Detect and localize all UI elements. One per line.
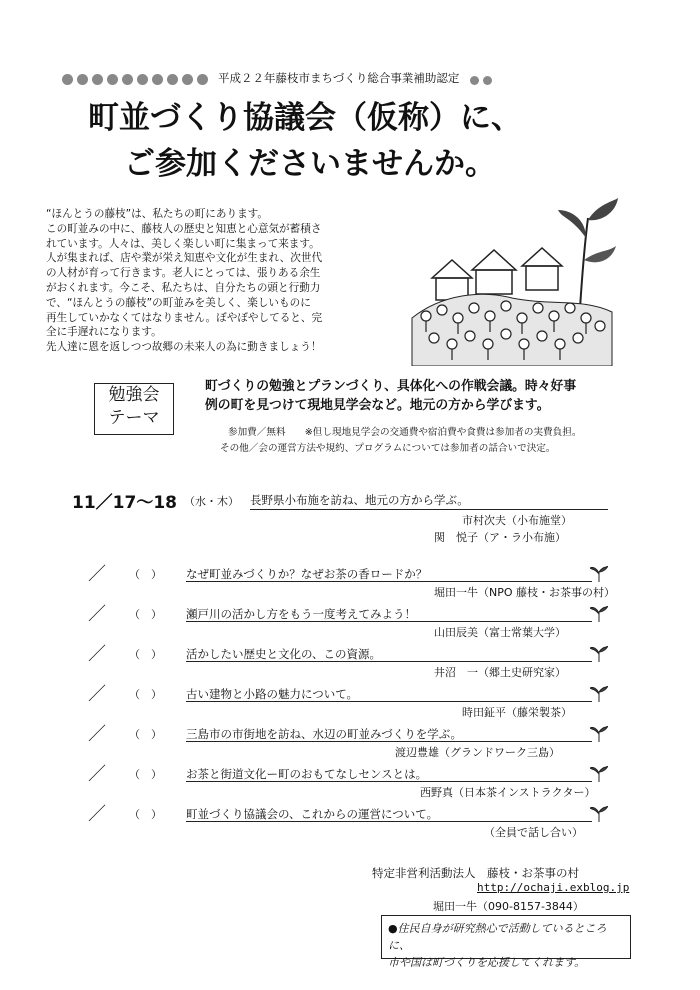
session-speaker: 関 悦子（ア・ラ小布施） xyxy=(434,531,566,544)
session-speaker: 西野真（日本茶インストラクター） xyxy=(420,786,596,799)
date-slash: ／ xyxy=(88,564,106,585)
note-line: 市や国は町づくりを応援してくれます。 xyxy=(388,956,586,969)
weekday-blank: （ ） xyxy=(129,728,162,741)
session-weekday: （水・木） xyxy=(184,495,239,508)
weekday-blank: （ ） xyxy=(129,688,162,701)
sprout-icon xyxy=(590,566,608,582)
theme-label-line: テーマ xyxy=(108,408,160,428)
session-speaker: 山田辰美（富士常葉大学） xyxy=(434,626,566,639)
topic-underline xyxy=(186,581,592,582)
topic-underline xyxy=(186,701,592,702)
date-slash: ／ xyxy=(88,764,106,785)
header-dots-right xyxy=(470,76,492,85)
sprout-icon xyxy=(590,606,608,622)
header-dots-left xyxy=(62,74,208,85)
intro-line: で、“ほんとうの藤枝”の町並みを美しく、楽しいものに xyxy=(46,296,311,309)
date-slash: ／ xyxy=(88,604,106,625)
intro-line: 再生していかなくてはなりません。ぼやぼやしてると、完 xyxy=(46,311,323,324)
subsidy-badge: 平成２２年藤枝市まちづくり総合事業補助認定 xyxy=(218,71,460,85)
intro-line: がおくれます。今こそ、私たちは、自分たちの頭と行動力 xyxy=(46,281,321,294)
theme-label-line: 勉強会 xyxy=(108,385,160,405)
date-slash: ／ xyxy=(88,684,106,705)
fee-note: 参加費／無料 ※但し現地見学会の交通費や宿泊費や食費は参加者の実費負担。 xyxy=(228,427,582,438)
page-title-line2: ご参加くださいませんか。 xyxy=(124,146,496,182)
session-topic: 町並づくり協議会の、これからの運営について。 xyxy=(186,807,439,821)
session-topic: なぜ町並みづくりか？なぜお茶の香ロードか？ xyxy=(186,567,428,581)
sprout-icon xyxy=(590,726,608,742)
weekday-blank: （ ） xyxy=(129,608,162,621)
blog-link[interactable]: http://ochaji.exblog.jp xyxy=(477,881,630,894)
session-topic: 三島市の市街地を訪ね、水辺の町並みづくりを学ぶ。 xyxy=(186,727,462,741)
session-speaker: （全員で話し合い） xyxy=(484,826,583,839)
contact-info: 堀田一牛（090-8157-3844） xyxy=(433,900,584,913)
weekday-blank: （ ） xyxy=(129,568,162,581)
organization-name: 特定非営利活動法人 藤枝・お茶事の村 xyxy=(372,866,579,880)
topic-underline xyxy=(250,509,608,510)
intro-line: この町並みの中に、藤枝人の歴史と知恵と心意気が蓄積さ xyxy=(46,222,322,235)
study-theme-label xyxy=(94,383,174,435)
session-topic: 長野県小布施を訪ね、地元の方から学ぶ。 xyxy=(250,493,469,507)
weekday-blank: （ ） xyxy=(129,648,162,661)
intro-line: 先人達に恩を返しつつ故郷の未来人の為に動きましょう！ xyxy=(46,341,322,354)
session-speaker: 井沼 一（郷土史研究家） xyxy=(434,666,566,679)
date-slash: ／ xyxy=(88,724,106,745)
town-crowd-illustration xyxy=(402,198,624,366)
sprout-icon xyxy=(590,806,608,822)
intro-line: 全に手遅れになります。 xyxy=(46,326,162,339)
note-line: ●住民自身が研究熱心で活動しているところに、 xyxy=(388,922,607,952)
weekday-blank: （ ） xyxy=(129,768,162,781)
theme-description xyxy=(205,377,615,415)
date-slash: ／ xyxy=(88,644,106,665)
topic-underline xyxy=(186,781,592,782)
weekday-blank: （ ） xyxy=(129,808,162,821)
topic-underline xyxy=(186,621,592,622)
session-topic: 活かしたい歴史と文化の、この資源。 xyxy=(186,647,382,661)
intro-line: 人が集まれば、店や業が栄え知恵や文化が生まれ、次世代 xyxy=(46,252,323,265)
intro-line: の人材が育って行きます。老人にとっては、張りある余生 xyxy=(46,267,321,280)
topic-underline xyxy=(186,821,592,822)
handwritten-note xyxy=(381,915,631,969)
intro-line: “ほんとうの藤枝”は、私たちの町にあります。 xyxy=(46,208,269,220)
page-title-line1: 町並づくり協議会（仮称）に、 xyxy=(88,100,522,136)
topic-underline xyxy=(186,741,592,742)
sprout-icon xyxy=(590,766,608,782)
session-speaker: 堀田一牛（NPO 藤枝・お茶事の村） xyxy=(434,586,616,599)
session-speaker: 渡辺豊雄（グランドワーク三島） xyxy=(395,746,560,759)
theme-description-line: 町づくりの勉強とプランづくり、具体化への作戦会議。時々好事 xyxy=(205,379,577,394)
session-date: 11／17〜18 xyxy=(72,493,177,513)
other-note: その他／会の運営方法や規約、プログラムについては参加者の話合いで決定。 xyxy=(220,443,556,454)
date-slash: ／ xyxy=(88,804,106,825)
sprout-icon xyxy=(590,646,608,662)
session-speaker: 市村次夫（小布施堂） xyxy=(462,514,572,527)
session-speaker: 時田鉦平（藤栄製茶） xyxy=(462,706,572,719)
session-topic: 古い建物と小路の魅力について。 xyxy=(186,687,359,701)
session-topic: 瀬戸川の活かし方をもう一度考えてみよう！ xyxy=(186,607,416,621)
sprout-icon xyxy=(590,686,608,702)
intro-text xyxy=(46,207,391,355)
theme-description-line: 例の町を見つけて現地見学会など。地元の方から学びます。 xyxy=(205,398,550,413)
topic-underline xyxy=(186,661,592,662)
session-topic: お茶と街道文化ー町のおもてなしセンスとは。 xyxy=(186,767,428,781)
intro-line: れています。人々は、美しく楽しい町に集まって来ます。 xyxy=(46,237,320,250)
